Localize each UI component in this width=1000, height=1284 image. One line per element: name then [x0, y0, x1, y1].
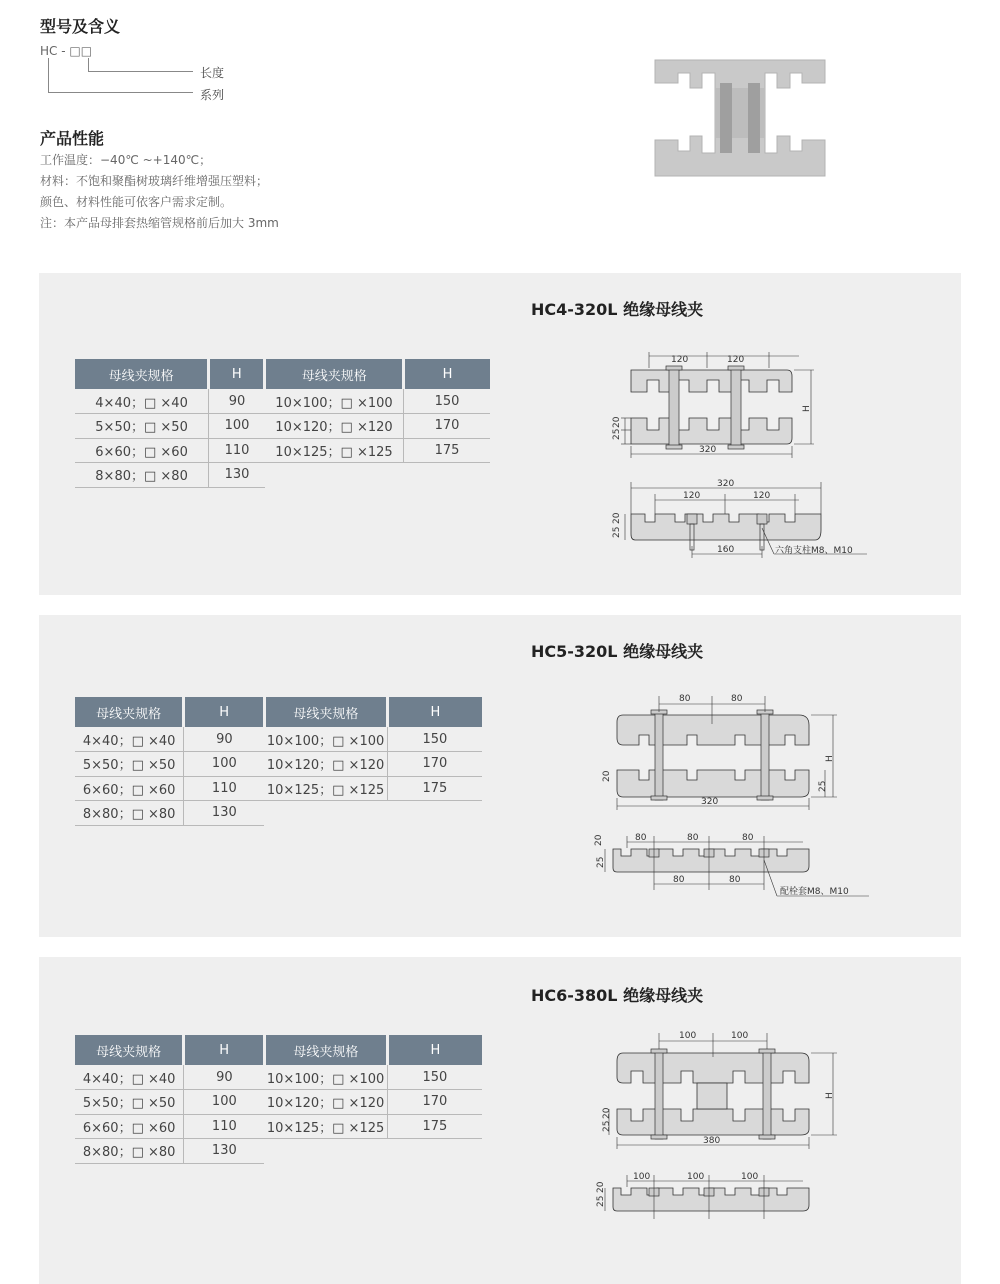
svg-text:320: 320: [701, 797, 719, 807]
perf-line: 颜色、材料性能可依客户需求定制。: [40, 195, 233, 209]
table-row: 8×80；□ ×80 130: [75, 801, 482, 826]
perf-line: 材料：不饱和聚酯树玻璃纤维增强压塑料；: [40, 174, 269, 188]
spec-table: [75, 697, 482, 826]
header-h: H: [387, 697, 482, 727]
series-leader: [48, 58, 193, 93]
product-title: HC4-320L 绝缘母线夹: [531, 300, 704, 319]
svg-text:25: 25: [602, 1120, 612, 1132]
perf-line: 注：本产品母排套热缩管规格前后加大 3mm: [40, 216, 279, 230]
performance-lines: [40, 150, 279, 234]
svg-text:100: 100: [633, 1172, 651, 1182]
svg-text:80: 80: [679, 694, 691, 704]
header-spec: 母线夹规格: [75, 1035, 184, 1065]
svg-text:120: 120: [753, 491, 771, 501]
svg-text:80: 80: [731, 694, 743, 704]
table-row: 6×60；□ ×60 110 10×125；□ ×125 175: [75, 1114, 482, 1139]
table-row: 4×40；□ ×40 90 10×100；□ ×100 150: [75, 1065, 482, 1090]
svg-text:100: 100: [731, 1031, 749, 1041]
svg-text:380: 380: [703, 1136, 721, 1146]
product-panel-hc6: [39, 957, 961, 1284]
header-spec: 母线夹规格: [75, 359, 209, 389]
svg-text:20: 20: [612, 512, 622, 524]
table-row: 6×60；□ ×60 110 10×125；□ ×125 175: [75, 776, 482, 801]
svg-text:20: 20: [602, 770, 612, 782]
meaning-length: 长度: [200, 66, 225, 80]
svg-text:80: 80: [687, 833, 699, 843]
meaning-series: 系列: [200, 88, 225, 102]
svg-text:H: H: [825, 755, 835, 762]
technical-drawing: [587, 690, 897, 905]
svg-text:25: 25: [596, 1195, 606, 1207]
svg-text:320: 320: [717, 479, 735, 489]
header-spec: 母线夹规格: [264, 1035, 387, 1065]
svg-text:80: 80: [729, 875, 741, 885]
svg-text:80: 80: [673, 875, 685, 885]
table-row: 5×50；□ ×50 100 10×120；□ ×120 170: [75, 1090, 482, 1115]
svg-text:20: 20: [602, 1107, 612, 1119]
svg-text:20: 20: [596, 1181, 606, 1193]
product-photo: [650, 58, 830, 178]
svg-text:25: 25: [612, 526, 622, 538]
length-label: 320: [699, 445, 717, 455]
technical-drawing: [587, 1023, 897, 1223]
svg-text:配栓套M8、M10: 配栓套M8、M10: [780, 887, 849, 897]
header-h: H: [184, 697, 265, 727]
svg-text:20: 20: [612, 416, 622, 428]
product-title: HC6-380L 绝缘母线夹: [531, 986, 704, 1005]
svg-text:80: 80: [742, 833, 754, 843]
svg-text:120: 120: [671, 355, 689, 365]
performance-title: 产品性能: [40, 129, 105, 148]
svg-text:H: H: [802, 405, 812, 412]
svg-text:25: 25: [596, 856, 606, 868]
header-spec: 母线夹规格: [265, 359, 404, 389]
svg-text:20: 20: [594, 834, 604, 846]
header-h: H: [404, 359, 490, 389]
perf-line: 工作温度：−40℃ ~+140℃；: [40, 153, 212, 167]
table-row: 5×50；□ ×50 100 10×120；□ ×120 170: [75, 414, 490, 439]
header-h: H: [387, 1035, 482, 1065]
svg-text:100: 100: [687, 1172, 705, 1182]
svg-text:H: H: [825, 1092, 835, 1099]
spec-table: [75, 359, 490, 488]
svg-text:100: 100: [679, 1031, 697, 1041]
header-spec: 母线夹规格: [264, 697, 387, 727]
svg-text:25: 25: [612, 428, 622, 440]
header-spec: 母线夹规格: [75, 697, 184, 727]
table-row: 5×50；□ ×50 100 10×120；□ ×120 170: [75, 752, 482, 777]
svg-text:80: 80: [635, 833, 647, 843]
product-panel-hc5: [39, 615, 961, 937]
product-title: HC5-320L 绝缘母线夹: [531, 642, 704, 661]
table-row: 8×80；□ ×80 130: [75, 1139, 482, 1164]
table-row: 4×40；□ ×40 90 10×100；□ ×100 150: [75, 389, 490, 414]
model-section-title: 型号及含义: [40, 17, 121, 36]
svg-text:120: 120: [727, 355, 745, 365]
table-row: 8×80；□ ×80 130: [75, 463, 490, 488]
svg-text:100: 100: [741, 1172, 759, 1182]
spec-table: [75, 1035, 482, 1164]
svg-text:25: 25: [818, 780, 828, 792]
technical-drawing: [599, 348, 899, 563]
table-row: 6×60；□ ×60 110 10×125；□ ×125 175: [75, 438, 490, 463]
svg-text:160: 160: [717, 545, 735, 555]
table-row: 4×40；□ ×40 90 10×100；□ ×100 150: [75, 727, 482, 752]
model-code: HC - □□: [40, 44, 93, 58]
product-panel-hc4: [39, 273, 961, 595]
svg-text:六角支柱M8、M10: 六角支柱M8、M10: [775, 546, 853, 556]
svg-text:120: 120: [683, 491, 701, 501]
header-h: H: [209, 359, 265, 389]
header-h: H: [184, 1035, 265, 1065]
